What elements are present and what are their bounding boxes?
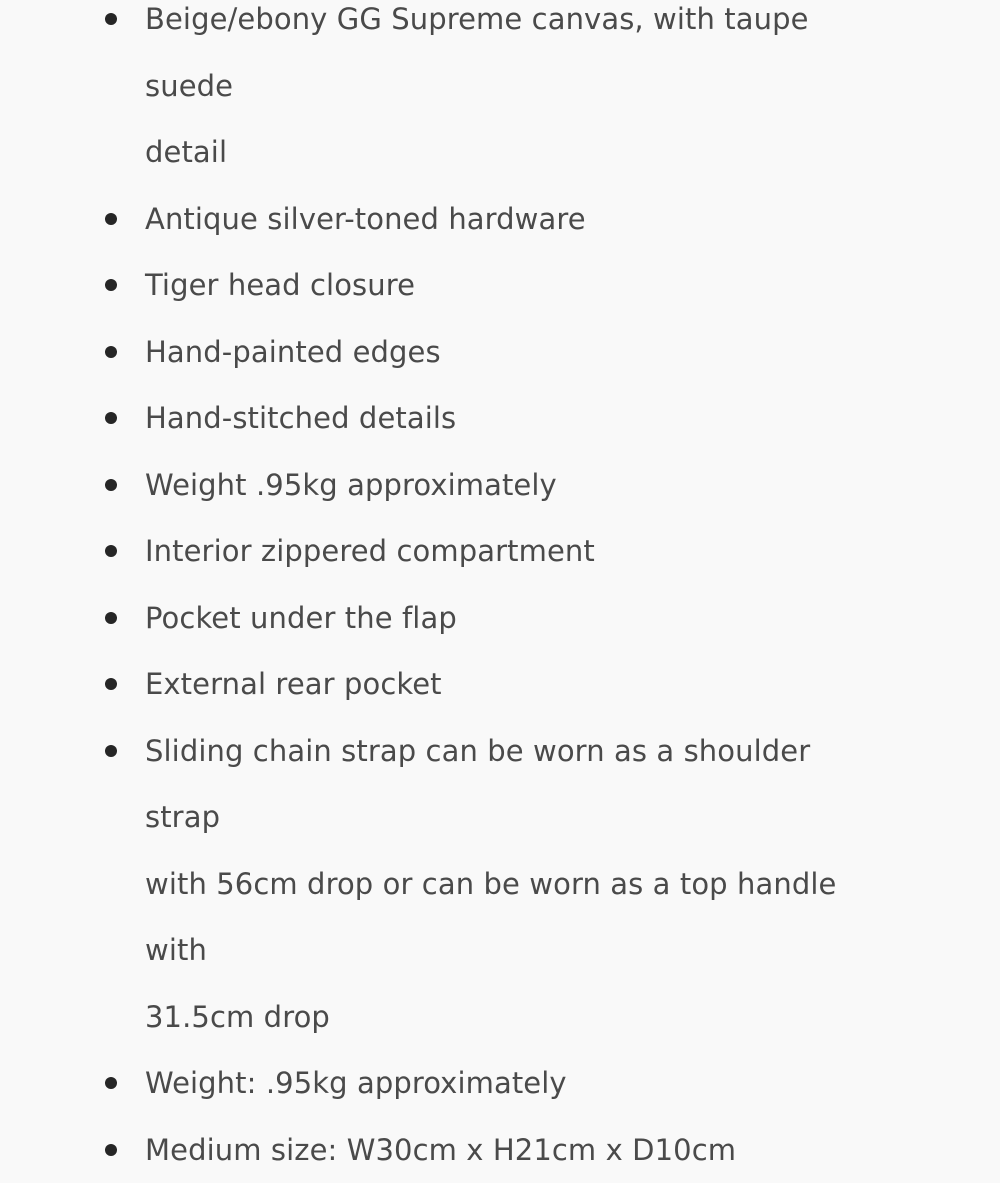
feature-list-item: [0, 319, 1000, 386]
feature-text-line: Interior zippered compartment: [145, 534, 595, 568]
feature-list-item: [0, 0, 1000, 186]
bullet-icon: [105, 745, 117, 757]
feature-list-item: [0, 718, 1000, 1051]
bullet-icon: [105, 412, 117, 424]
feature-list-item: [0, 1050, 1000, 1117]
feature-text-line: detail: [145, 135, 227, 169]
bullet-icon: [105, 279, 117, 291]
feature-list-item: [0, 1117, 1000, 1183]
feature-text-line: Pocket under the flap: [145, 601, 457, 635]
bullet-icon: [105, 545, 117, 557]
feature-text-line: Sliding chain strap can be worn as a shoulder strap: [145, 734, 810, 835]
feature-list-item: [0, 186, 1000, 253]
feature-text-line: Hand-painted edges: [145, 335, 441, 369]
feature-list-item: [0, 385, 1000, 452]
feature-text-line: Beige/ebony GG Supreme canvas, with taupe suede: [145, 2, 809, 103]
bullet-icon: [105, 479, 117, 491]
bullet-icon: [105, 346, 117, 358]
feature-list-item: [0, 452, 1000, 519]
bullet-icon: [105, 213, 117, 225]
bullet-icon: [105, 1077, 117, 1089]
feature-text-line: Weight .95kg approximately: [145, 468, 557, 502]
bullet-icon: [105, 612, 117, 624]
bullet-icon: [105, 13, 117, 25]
feature-text-line: Tiger head closure: [145, 268, 415, 302]
feature-list-item: [0, 651, 1000, 718]
feature-text-line: 31.5cm drop: [145, 1000, 330, 1034]
feature-list-item: [0, 585, 1000, 652]
feature-list-item: [0, 252, 1000, 319]
bullet-icon: [105, 1144, 117, 1156]
feature-text-line: External rear pocket: [145, 667, 442, 701]
feature-text-line: Weight: .95kg approximately: [145, 1066, 567, 1100]
feature-text-line: with 56cm drop or can be worn as a top handle with: [145, 867, 836, 968]
feature-text-line: Medium size: W30cm x H21cm x D10cm: [145, 1133, 736, 1167]
feature-list-item: [0, 518, 1000, 585]
feature-text-line: Antique silver-toned hardware: [145, 202, 586, 236]
bullet-icon: [105, 678, 117, 690]
feature-text-line: Hand-stitched details: [145, 401, 456, 435]
